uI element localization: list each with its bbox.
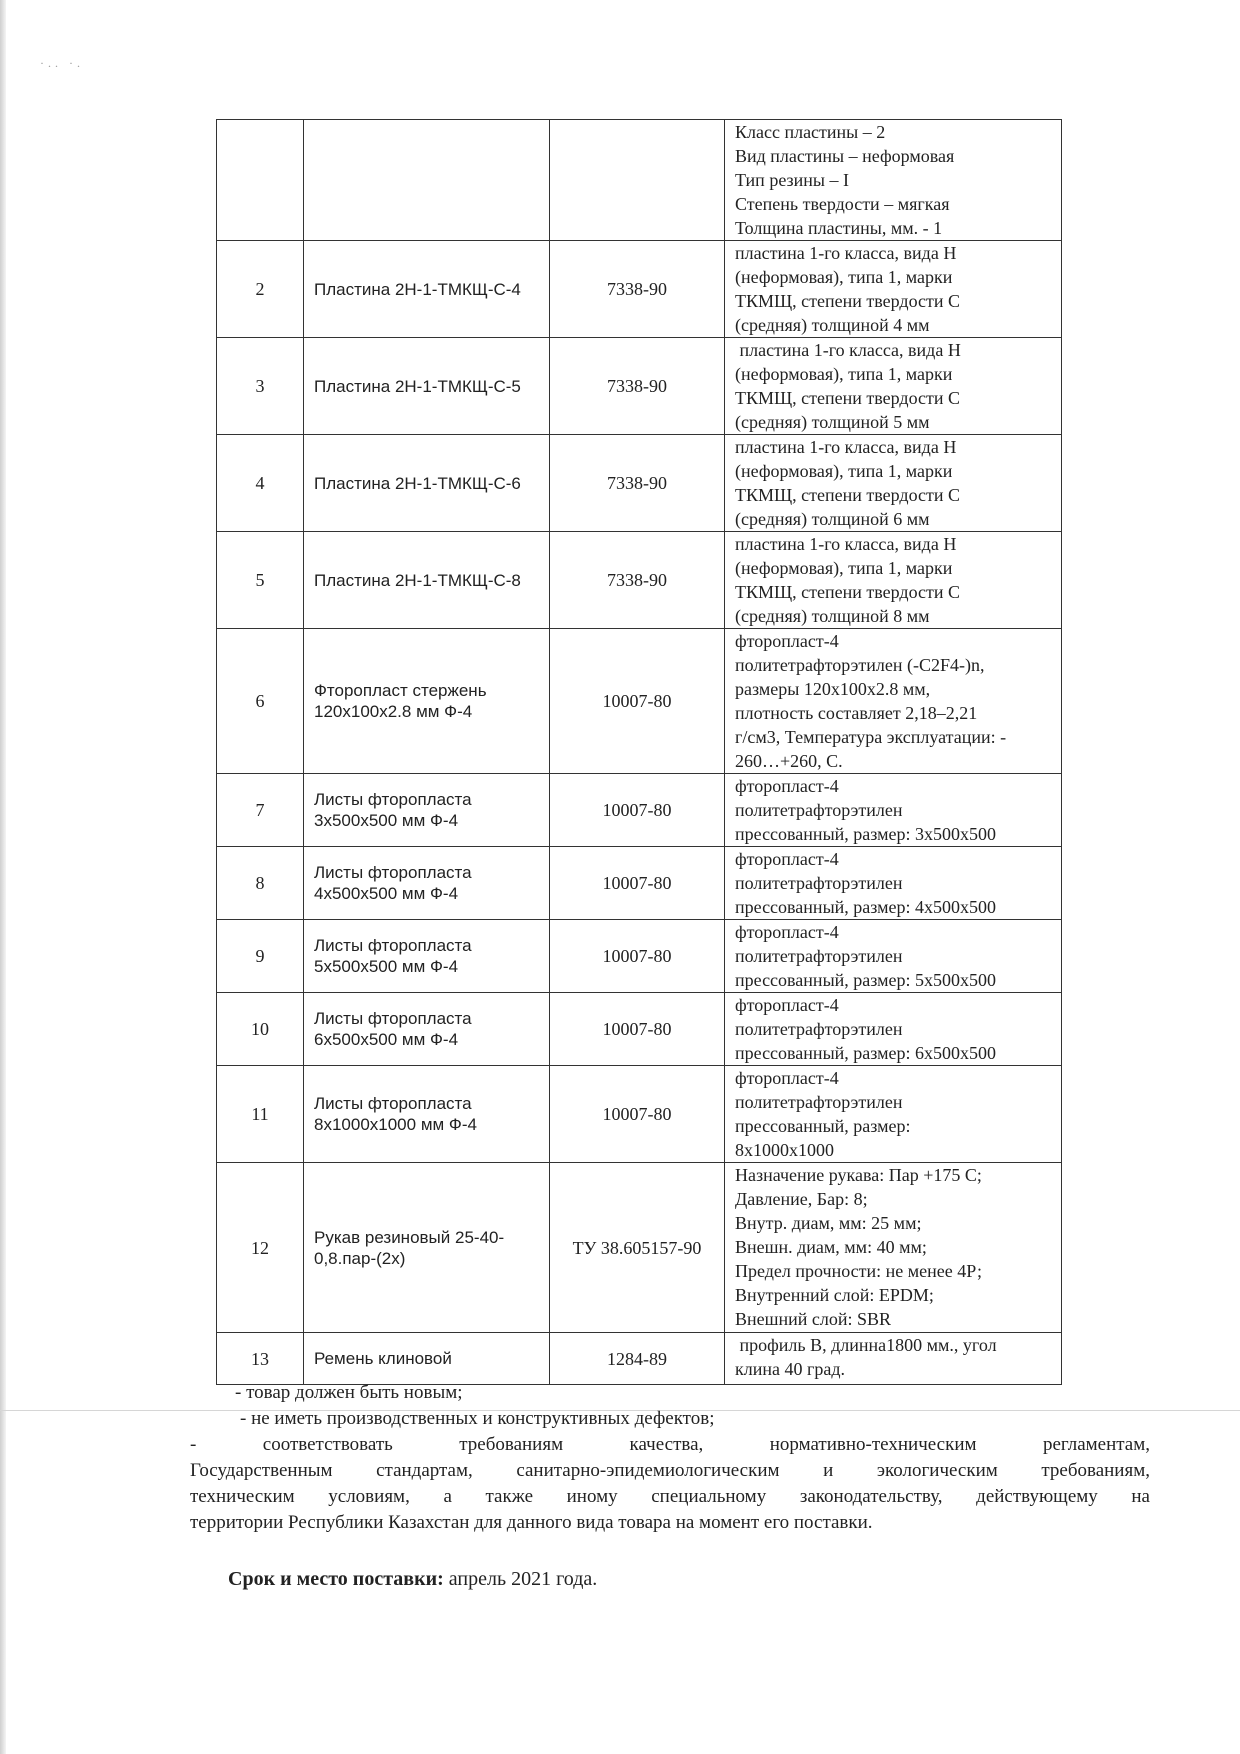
- scan-specks: ·.. ·.: [40, 56, 84, 70]
- description-line: Внешн. диам, мм: 40 мм;: [735, 1237, 927, 1257]
- description-line: прессованный, размер: 4х500х500: [735, 897, 997, 917]
- description-line: политетрафторэтилен: [735, 1019, 903, 1039]
- description-line: 260…+260, С.: [735, 751, 843, 771]
- description-line: пластина 1-го класса, вида Н: [735, 534, 957, 554]
- description-line: (средняя) толщиной 4 мм: [735, 315, 930, 335]
- item-name: Листы фторопласта 6х500х500 мм Ф-4: [304, 993, 550, 1066]
- item-description: [725, 338, 1062, 435]
- delivery-terms: [228, 1566, 597, 1592]
- requirement-no-defects: - не иметь производственных и конструктивных дефектов;: [240, 1408, 715, 1429]
- description-line: (средняя) толщиной 8 мм: [735, 606, 930, 626]
- description-line: фторопласт-4: [735, 922, 839, 942]
- row-number: 12: [217, 1163, 304, 1333]
- description-line: профиль В, длинна1800 мм., угол: [735, 1335, 997, 1355]
- item-name: Пластина 2Н-1-ТМКЩ-С-8: [304, 532, 550, 629]
- row-number: 5: [217, 532, 304, 629]
- description-line: фторопласт-4: [735, 631, 839, 651]
- description-line: Степень твердости – мягкая: [735, 194, 950, 214]
- item-name: Листы фторопласта 5х500х500 мм Ф-4: [304, 920, 550, 993]
- gost-number: 7338-90: [550, 241, 725, 338]
- row-number: 7: [217, 774, 304, 847]
- description-line: Внутренний слой: EPDM;: [735, 1285, 934, 1305]
- description-line: (средняя) толщиной 6 мм: [735, 509, 930, 529]
- row-number: 2: [217, 241, 304, 338]
- description-line: плотность составляет 2,18–2,21: [735, 703, 978, 723]
- delivery-value: апрель 2021 года.: [443, 1568, 598, 1590]
- description-line: пластина 1-го класса, вида Н: [735, 340, 961, 360]
- item-description: [725, 435, 1062, 532]
- description-line: прессованный, размер:: [735, 1116, 911, 1136]
- row-number: 13: [217, 1333, 304, 1385]
- table-row: [217, 629, 1062, 774]
- description-line: размеры 120х100х2.8 мм,: [735, 679, 931, 699]
- gost-number: 1284-89: [550, 1333, 725, 1385]
- description-line: пластина 1-го класса, вида Н: [735, 243, 957, 263]
- description-line: г/см3, Температура эксплуатации: -: [735, 727, 1007, 747]
- table-row: [217, 847, 1062, 920]
- item-description: [725, 241, 1062, 338]
- gost-number: [550, 120, 725, 241]
- gost-number: 10007-80: [550, 1066, 725, 1163]
- description-line: (средняя) толщиной 5 мм: [735, 412, 930, 432]
- item-name: Пластина 2Н-1-ТМКЩ-С-5: [304, 338, 550, 435]
- spec-table: [216, 119, 1062, 1385]
- description-line: Назначение рукава: Пар +175 С;: [735, 1165, 982, 1185]
- row-number: 11: [217, 1066, 304, 1163]
- description-line: Предел прочности: не менее 4Р;: [735, 1261, 982, 1281]
- table-row: [217, 532, 1062, 629]
- gost-number: ТУ 38.605157-90: [550, 1163, 725, 1333]
- requirement-compliance-line: территории Республики Казахстан для данного вида товара на момент его поставки.: [190, 1512, 873, 1533]
- gost-number: 10007-80: [550, 847, 725, 920]
- table-row: [217, 993, 1062, 1066]
- item-description: [725, 629, 1062, 774]
- gost-number: 10007-80: [550, 920, 725, 993]
- requirement-new: - товар должен быть новым;: [235, 1382, 463, 1403]
- gost-number: 10007-80: [550, 993, 725, 1066]
- description-line: политетрафторэтилен: [735, 800, 903, 820]
- row-number: 6: [217, 629, 304, 774]
- description-line: Внешний слой: SBR: [735, 1309, 892, 1329]
- item-description: [725, 120, 1062, 241]
- item-description: [725, 1163, 1062, 1333]
- item-description: [725, 920, 1062, 993]
- description-line: ТКМЩ, степени твердости С: [735, 291, 961, 311]
- description-line: (неформовая), типа 1, марки: [735, 558, 953, 578]
- row-number: 4: [217, 435, 304, 532]
- description-line: ТКМЩ, степени твердости С: [735, 388, 961, 408]
- table-row: [217, 774, 1062, 847]
- item-name: Рукав резиновый 25-40-0,8.пар-(2х): [304, 1163, 550, 1333]
- row-number: 8: [217, 847, 304, 920]
- description-line: Вид пластины – неформовая: [735, 146, 955, 166]
- item-description: [725, 1333, 1062, 1385]
- item-name: Листы фторопласта 8х1000х1000 мм Ф-4: [304, 1066, 550, 1163]
- requirements-block: [190, 1380, 1150, 1536]
- description-line: (неформовая), типа 1, марки: [735, 461, 953, 481]
- description-line: (неформовая), типа 1, марки: [735, 267, 953, 287]
- item-name: Листы фторопласта 4х500х500 мм Ф-4: [304, 847, 550, 920]
- description-line: Тип резины – I: [735, 170, 849, 190]
- table-row: [217, 338, 1062, 435]
- description-line: фторопласт-4: [735, 849, 839, 869]
- gost-number: 7338-90: [550, 532, 725, 629]
- table-row: [217, 1163, 1062, 1333]
- gost-number: 10007-80: [550, 774, 725, 847]
- row-number: 3: [217, 338, 304, 435]
- description-line: ТКМЩ, степени твердости С: [735, 582, 961, 602]
- description-line: Толщина пластины, мм. - 1: [735, 218, 943, 238]
- gost-number: 7338-90: [550, 435, 725, 532]
- item-description: [725, 1066, 1062, 1163]
- description-line: политетрафторэтилен: [735, 946, 903, 966]
- table-row: [217, 1333, 1062, 1385]
- description-line: фторопласт-4: [735, 1068, 839, 1088]
- description-line: политетрафторэтилен (-C2F4-)n,: [735, 655, 985, 675]
- requirement-compliance-line: - соответствовать требованиям качества, нормативно-техническим регламентам,: [190, 1434, 1150, 1455]
- item-name: Фторопласт стержень 120х100х2.8 мм Ф-4: [304, 629, 550, 774]
- requirement-compliance-line: техническим условиям, а также иному специальному законодательству, действующему на: [190, 1486, 1150, 1507]
- description-line: фторопласт-4: [735, 776, 839, 796]
- description-line: политетрафторэтилен: [735, 873, 903, 893]
- item-description: [725, 847, 1062, 920]
- description-line: прессованный, размер: 6х500х500: [735, 1043, 997, 1063]
- description-line: прессованный, размер: 5х500х500: [735, 970, 997, 990]
- description-line: ТКМЩ, степени твердости С: [735, 485, 961, 505]
- item-name: Листы фторопласта 3х500х500 мм Ф-4: [304, 774, 550, 847]
- description-line: 8х1000х1000: [735, 1140, 834, 1160]
- row-number: [217, 120, 304, 241]
- description-line: (неформовая), типа 1, марки: [735, 364, 953, 384]
- spec-table-body: [217, 120, 1062, 1385]
- gost-number: 7338-90: [550, 338, 725, 435]
- description-line: Давление, Бар: 8;: [735, 1189, 868, 1209]
- table-row: [217, 241, 1062, 338]
- item-description: [725, 532, 1062, 629]
- table-row: [217, 120, 1062, 241]
- item-name: Пластина 2Н-1-ТМКЩ-С-4: [304, 241, 550, 338]
- description-line: клина 40 град.: [735, 1359, 846, 1379]
- description-line: фторопласт-4: [735, 995, 839, 1015]
- table-row: [217, 435, 1062, 532]
- item-name: Пластина 2Н-1-ТМКЩ-С-6: [304, 435, 550, 532]
- requirement-compliance-line: Государственным стандартам, санитарно-эпидемиологическим и экологическим требованиям,: [190, 1460, 1150, 1481]
- scan-edge: [0, 0, 6, 1754]
- item-description: [725, 774, 1062, 847]
- item-description: [725, 993, 1062, 1066]
- description-line: пластина 1-го класса, вида Н: [735, 437, 957, 457]
- table-row: [217, 920, 1062, 993]
- table-row: [217, 1066, 1062, 1163]
- description-line: Класс пластины – 2: [735, 122, 886, 142]
- delivery-label: Срок и место поставки:: [228, 1568, 444, 1590]
- row-number: 10: [217, 993, 304, 1066]
- gost-number: 10007-80: [550, 629, 725, 774]
- description-line: прессованный, размер: 3х500х500: [735, 824, 997, 844]
- item-name: Ремень клиновой: [304, 1333, 550, 1385]
- item-name: [304, 120, 550, 241]
- description-line: политетрафторэтилен: [735, 1092, 903, 1112]
- row-number: 9: [217, 920, 304, 993]
- description-line: Внутр. диам, мм: 25 мм;: [735, 1213, 922, 1233]
